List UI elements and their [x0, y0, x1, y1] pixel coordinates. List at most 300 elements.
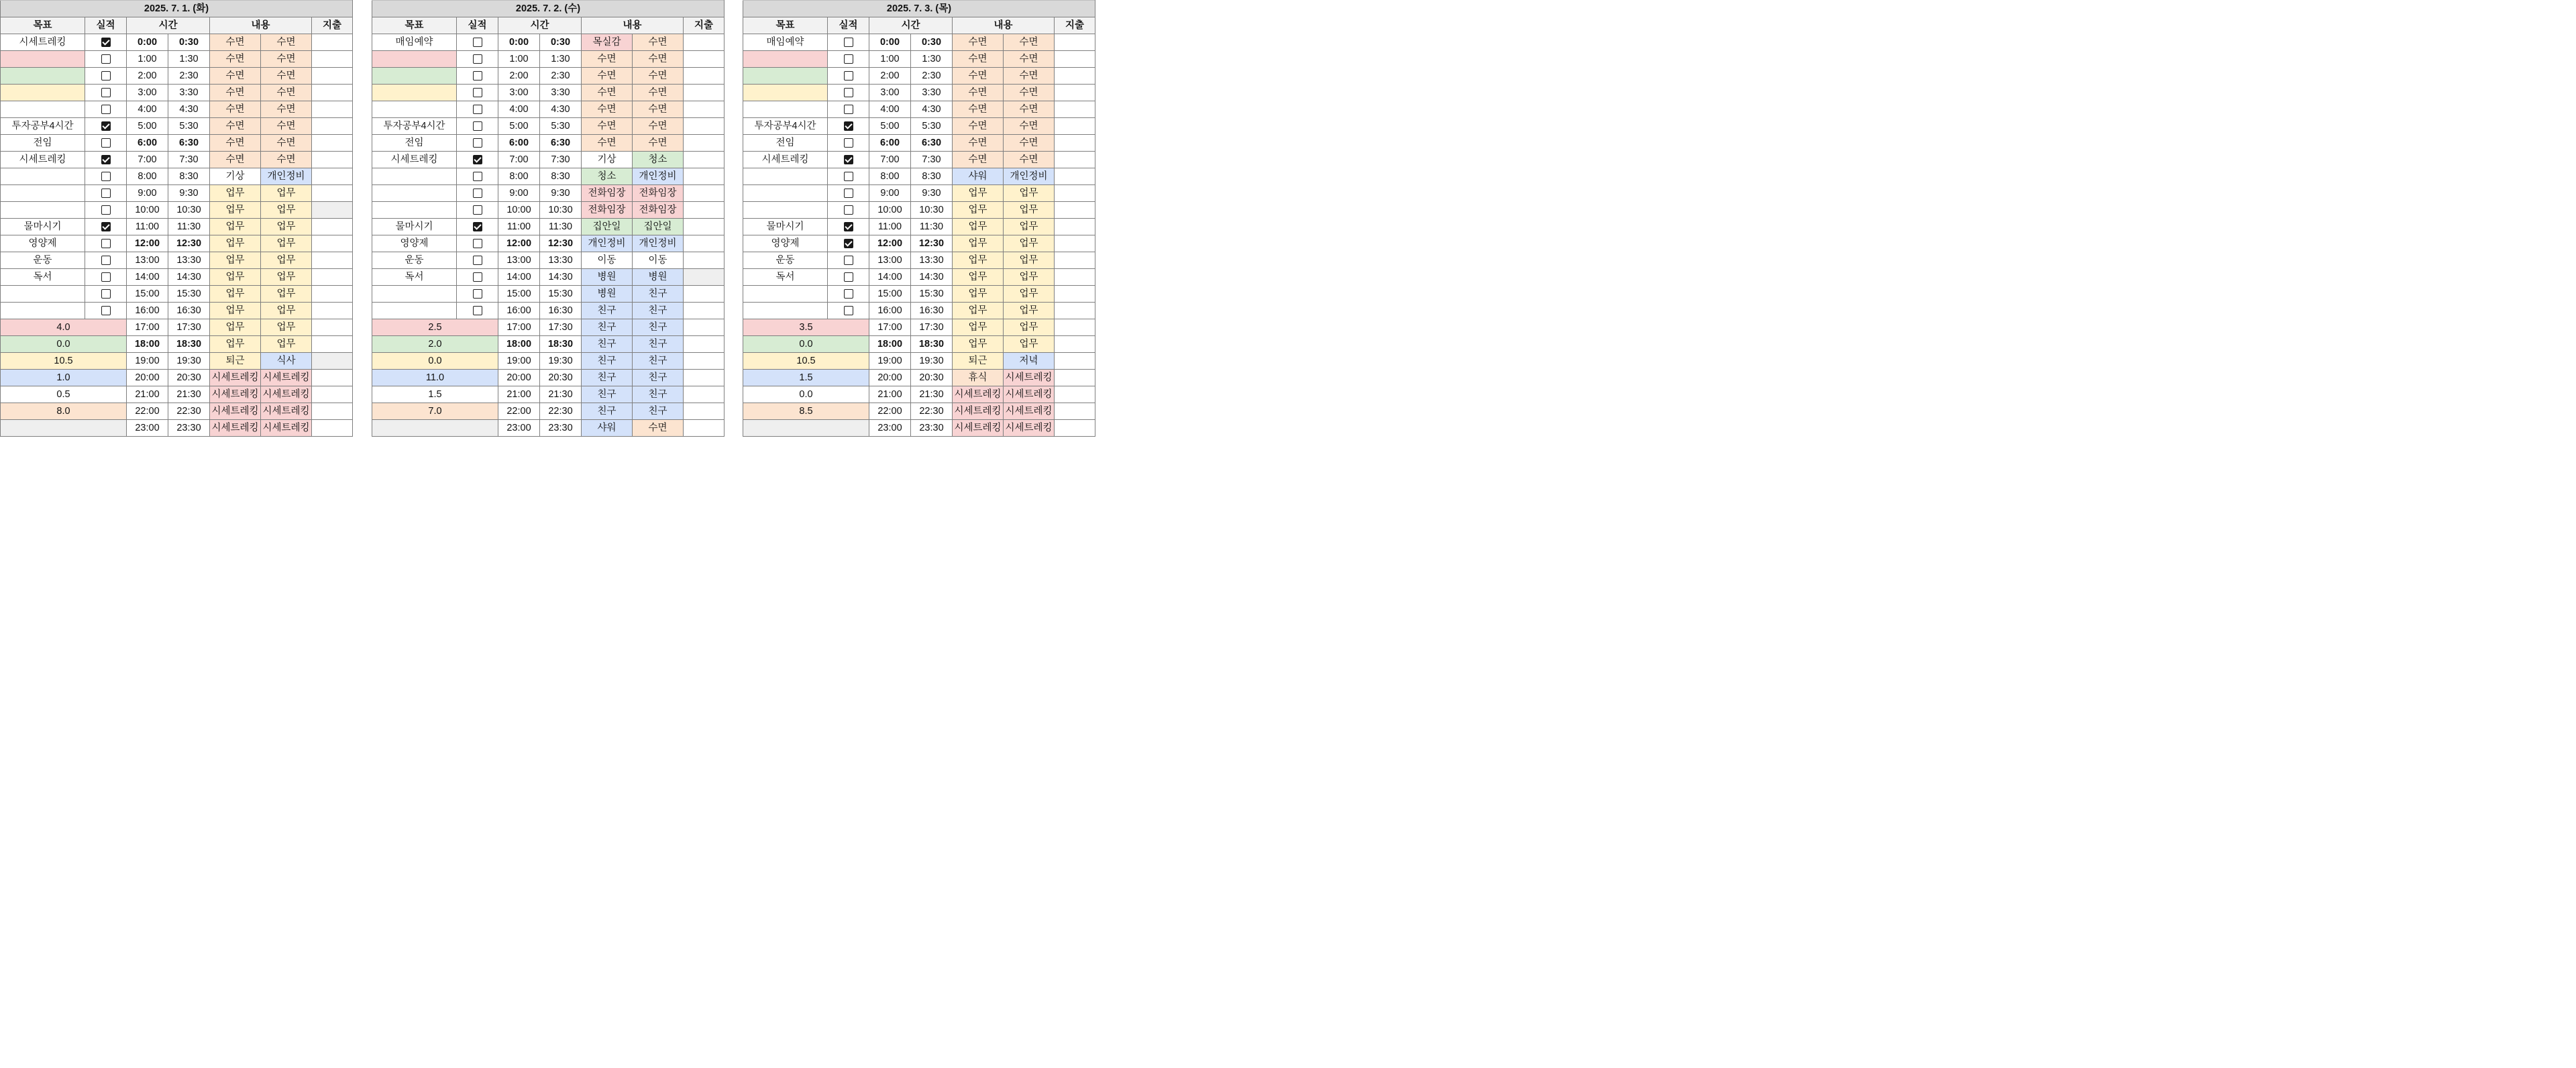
activity-cell[interactable]: 수면 [210, 85, 261, 101]
done-checkbox[interactable] [473, 105, 482, 114]
activity-cell[interactable]: 수면 [633, 135, 684, 152]
done-checkbox[interactable] [473, 138, 482, 148]
goal-cell[interactable] [372, 286, 457, 303]
activity-cell[interactable]: 업무 [1004, 185, 1055, 202]
activity-cell[interactable]: 친구 [633, 403, 684, 420]
expense-cell[interactable] [312, 185, 353, 202]
goal-cell[interactable]: 독서 [1, 269, 85, 286]
activity-cell[interactable]: 업무 [210, 219, 261, 235]
activity-cell[interactable]: 샤워 [582, 420, 633, 437]
activity-cell[interactable]: 업무 [1004, 219, 1055, 235]
expense-cell[interactable] [312, 101, 353, 118]
activity-cell[interactable]: 병원 [582, 286, 633, 303]
expense-cell[interactable] [312, 219, 353, 235]
expense-cell[interactable] [312, 386, 353, 403]
goal-cell[interactable]: 시세트레킹 [1, 34, 85, 51]
goal-cell[interactable] [372, 85, 457, 101]
goal-cell[interactable] [1, 68, 85, 85]
expense-cell[interactable] [684, 336, 724, 353]
expense-cell[interactable] [1055, 152, 1095, 168]
activity-cell[interactable]: 전화임장 [582, 202, 633, 219]
goal-cell[interactable] [743, 85, 828, 101]
activity-cell[interactable]: 업무 [1004, 286, 1055, 303]
activity-cell[interactable]: 시세트레킹 [261, 420, 312, 437]
expense-cell[interactable] [684, 286, 724, 303]
activity-cell[interactable]: 수면 [582, 85, 633, 101]
activity-cell[interactable]: 업무 [953, 185, 1004, 202]
done-checkbox[interactable] [101, 71, 111, 81]
activity-cell[interactable]: 이동 [582, 252, 633, 269]
expense-cell[interactable] [684, 420, 724, 437]
expense-cell[interactable] [684, 386, 724, 403]
goal-cell[interactable] [372, 202, 457, 219]
done-checkbox[interactable] [844, 256, 853, 265]
goal-cell[interactable] [743, 101, 828, 118]
expense-cell[interactable] [1055, 353, 1095, 370]
expense-cell[interactable] [1055, 118, 1095, 135]
activity-cell[interactable]: 수면 [1004, 85, 1055, 101]
activity-cell[interactable]: 수면 [210, 118, 261, 135]
activity-cell[interactable]: 수면 [1004, 68, 1055, 85]
done-checkbox[interactable] [473, 155, 482, 164]
activity-cell[interactable]: 업무 [953, 303, 1004, 319]
activity-cell[interactable]: 업무 [953, 202, 1004, 219]
activity-cell[interactable]: 수면 [633, 51, 684, 68]
goal-cell[interactable]: 운동 [743, 252, 828, 269]
activity-cell[interactable]: 식사 [261, 353, 312, 370]
activity-cell[interactable]: 수면 [261, 34, 312, 51]
activity-cell[interactable]: 업무 [953, 319, 1004, 336]
done-checkbox[interactable] [101, 155, 111, 164]
activity-cell[interactable]: 수면 [633, 118, 684, 135]
activity-cell[interactable]: 업무 [953, 252, 1004, 269]
activity-cell[interactable]: 수면 [210, 152, 261, 168]
activity-cell[interactable]: 수면 [210, 51, 261, 68]
expense-cell[interactable] [1055, 34, 1095, 51]
expense-cell[interactable] [1055, 370, 1095, 386]
activity-cell[interactable]: 시세트레킹 [261, 370, 312, 386]
goal-cell[interactable]: 매임예약 [372, 34, 457, 51]
goal-cell[interactable] [743, 168, 828, 185]
goal-cell[interactable]: 물마시기 [1, 219, 85, 235]
activity-cell[interactable]: 목실감 [582, 34, 633, 51]
activity-cell[interactable]: 친구 [582, 386, 633, 403]
activity-cell[interactable]: 샤워 [953, 168, 1004, 185]
expense-cell[interactable] [1055, 101, 1095, 118]
activity-cell[interactable]: 시세트레킹 [1004, 420, 1055, 437]
activity-cell[interactable]: 수면 [1004, 135, 1055, 152]
done-checkbox[interactable] [101, 205, 111, 215]
activity-cell[interactable]: 업무 [953, 286, 1004, 303]
expense-cell[interactable] [1055, 219, 1095, 235]
expense-cell[interactable] [684, 101, 724, 118]
goal-cell[interactable]: 투자공부4시간 [372, 118, 457, 135]
expense-cell[interactable] [1055, 185, 1095, 202]
activity-cell[interactable]: 친구 [582, 403, 633, 420]
activity-cell[interactable]: 수면 [953, 101, 1004, 118]
expense-cell[interactable] [1055, 235, 1095, 252]
activity-cell[interactable]: 수면 [1004, 34, 1055, 51]
done-checkbox[interactable] [844, 222, 853, 231]
expense-cell[interactable] [684, 235, 724, 252]
goal-cell[interactable]: 운동 [372, 252, 457, 269]
expense-cell[interactable] [312, 68, 353, 85]
expense-cell[interactable] [312, 252, 353, 269]
goal-cell[interactable] [1, 101, 85, 118]
done-checkbox[interactable] [101, 121, 111, 131]
goal-cell[interactable]: 운동 [1, 252, 85, 269]
activity-cell[interactable]: 수면 [261, 101, 312, 118]
activity-cell[interactable]: 수면 [953, 51, 1004, 68]
activity-cell[interactable]: 시세트레킹 [210, 370, 261, 386]
activity-cell[interactable]: 수면 [953, 85, 1004, 101]
activity-cell[interactable]: 업무 [210, 286, 261, 303]
expense-cell[interactable] [312, 202, 353, 219]
done-checkbox[interactable] [473, 222, 482, 231]
expense-cell[interactable] [684, 135, 724, 152]
done-checkbox[interactable] [844, 172, 853, 181]
activity-cell[interactable]: 시세트레킹 [953, 403, 1004, 420]
activity-cell[interactable]: 업무 [1004, 303, 1055, 319]
activity-cell[interactable]: 업무 [261, 286, 312, 303]
activity-cell[interactable]: 시세트레킹 [261, 403, 312, 420]
activity-cell[interactable]: 업무 [261, 252, 312, 269]
done-checkbox[interactable] [473, 306, 482, 315]
expense-cell[interactable] [684, 252, 724, 269]
activity-cell[interactable]: 업무 [261, 185, 312, 202]
goal-cell[interactable]: 물마시기 [743, 219, 828, 235]
activity-cell[interactable]: 기상 [582, 152, 633, 168]
activity-cell[interactable]: 병원 [582, 269, 633, 286]
activity-cell[interactable]: 업무 [1004, 319, 1055, 336]
activity-cell[interactable]: 수면 [261, 152, 312, 168]
done-checkbox[interactable] [473, 172, 482, 181]
goal-cell[interactable]: 투자공부4시간 [1, 118, 85, 135]
activity-cell[interactable]: 업무 [210, 303, 261, 319]
expense-cell[interactable] [1055, 336, 1095, 353]
goal-cell[interactable]: 전임 [1, 135, 85, 152]
expense-cell[interactable] [684, 85, 724, 101]
goal-cell[interactable]: 전임 [743, 135, 828, 152]
activity-cell[interactable]: 업무 [210, 185, 261, 202]
goal-cell[interactable]: 투자공부4시간 [743, 118, 828, 135]
expense-cell[interactable] [312, 370, 353, 386]
expense-cell[interactable] [1055, 319, 1095, 336]
goal-cell[interactable] [372, 51, 457, 68]
expense-cell[interactable] [684, 68, 724, 85]
activity-cell[interactable]: 퇴근 [953, 353, 1004, 370]
goal-cell[interactable] [372, 168, 457, 185]
expense-cell[interactable] [1055, 85, 1095, 101]
activity-cell[interactable]: 수면 [261, 51, 312, 68]
goal-cell[interactable]: 시세트레킹 [743, 152, 828, 168]
activity-cell[interactable]: 업무 [210, 252, 261, 269]
done-checkbox[interactable] [101, 289, 111, 299]
expense-cell[interactable] [1055, 420, 1095, 437]
activity-cell[interactable]: 친구 [582, 303, 633, 319]
expense-cell[interactable] [312, 51, 353, 68]
activity-cell[interactable]: 시세트레킹 [953, 420, 1004, 437]
activity-cell[interactable]: 개인정비 [582, 235, 633, 252]
goal-cell[interactable] [1, 51, 85, 68]
activity-cell[interactable]: 수면 [582, 135, 633, 152]
goal-cell[interactable] [372, 185, 457, 202]
activity-cell[interactable]: 전화임장 [633, 202, 684, 219]
expense-cell[interactable] [312, 403, 353, 420]
activity-cell[interactable]: 기상 [210, 168, 261, 185]
expense-cell[interactable] [684, 353, 724, 370]
expense-cell[interactable] [684, 219, 724, 235]
expense-cell[interactable] [312, 319, 353, 336]
activity-cell[interactable]: 업무 [1004, 336, 1055, 353]
expense-cell[interactable] [312, 420, 353, 437]
activity-cell[interactable]: 업무 [1004, 269, 1055, 286]
done-checkbox[interactable] [473, 71, 482, 81]
done-checkbox[interactable] [473, 189, 482, 198]
activity-cell[interactable]: 수면 [210, 68, 261, 85]
activity-cell[interactable]: 수면 [953, 135, 1004, 152]
activity-cell[interactable]: 시세트레킹 [210, 403, 261, 420]
done-checkbox[interactable] [473, 205, 482, 215]
goal-cell[interactable] [1, 303, 85, 319]
activity-cell[interactable]: 전화임장 [582, 185, 633, 202]
activity-cell[interactable]: 친구 [633, 286, 684, 303]
activity-cell[interactable]: 수면 [582, 118, 633, 135]
done-checkbox[interactable] [844, 54, 853, 64]
goal-cell[interactable] [1, 85, 85, 101]
activity-cell[interactable]: 수면 [633, 101, 684, 118]
activity-cell[interactable]: 수면 [210, 101, 261, 118]
activity-cell[interactable]: 업무 [210, 319, 261, 336]
done-checkbox[interactable] [473, 38, 482, 47]
expense-cell[interactable] [1055, 403, 1095, 420]
done-checkbox[interactable] [101, 256, 111, 265]
goal-cell[interactable] [743, 51, 828, 68]
expense-cell[interactable] [312, 118, 353, 135]
activity-cell[interactable]: 업무 [261, 303, 312, 319]
expense-cell[interactable] [684, 51, 724, 68]
expense-cell[interactable] [684, 185, 724, 202]
goal-cell[interactable] [743, 68, 828, 85]
activity-cell[interactable]: 친구 [633, 353, 684, 370]
expense-cell[interactable] [1055, 252, 1095, 269]
done-checkbox[interactable] [844, 155, 853, 164]
done-checkbox[interactable] [844, 239, 853, 248]
expense-cell[interactable] [1055, 135, 1095, 152]
activity-cell[interactable]: 업무 [210, 269, 261, 286]
activity-cell[interactable]: 업무 [1004, 235, 1055, 252]
activity-cell[interactable]: 수면 [582, 101, 633, 118]
activity-cell[interactable]: 수면 [953, 118, 1004, 135]
activity-cell[interactable]: 업무 [953, 336, 1004, 353]
activity-cell[interactable]: 수면 [953, 152, 1004, 168]
done-checkbox[interactable] [844, 205, 853, 215]
goal-cell[interactable]: 영양제 [743, 235, 828, 252]
done-checkbox[interactable] [101, 306, 111, 315]
goal-cell[interactable] [743, 202, 828, 219]
activity-cell[interactable]: 업무 [210, 336, 261, 353]
activity-cell[interactable]: 업무 [953, 219, 1004, 235]
activity-cell[interactable]: 업무 [261, 336, 312, 353]
activity-cell[interactable]: 이동 [633, 252, 684, 269]
activity-cell[interactable]: 시세트레킹 [261, 386, 312, 403]
done-checkbox[interactable] [844, 105, 853, 114]
goal-cell[interactable] [1, 286, 85, 303]
activity-cell[interactable]: 친구 [633, 303, 684, 319]
activity-cell[interactable]: 업무 [1004, 252, 1055, 269]
done-checkbox[interactable] [101, 138, 111, 148]
activity-cell[interactable]: 친구 [633, 336, 684, 353]
activity-cell[interactable]: 친구 [582, 353, 633, 370]
done-checkbox[interactable] [844, 88, 853, 97]
activity-cell[interactable]: 업무 [1004, 202, 1055, 219]
expense-cell[interactable] [1055, 68, 1095, 85]
expense-cell[interactable] [312, 235, 353, 252]
activity-cell[interactable]: 시세트레킹 [210, 386, 261, 403]
activity-cell[interactable]: 시세트레킹 [1004, 386, 1055, 403]
expense-cell[interactable] [684, 168, 724, 185]
activity-cell[interactable]: 수면 [261, 68, 312, 85]
done-checkbox[interactable] [473, 272, 482, 282]
activity-cell[interactable]: 전화임장 [633, 185, 684, 202]
done-checkbox[interactable] [473, 88, 482, 97]
expense-cell[interactable] [684, 370, 724, 386]
goal-cell[interactable]: 매임예약 [743, 34, 828, 51]
goal-cell[interactable] [743, 286, 828, 303]
expense-cell[interactable] [684, 34, 724, 51]
activity-cell[interactable]: 병원 [633, 269, 684, 286]
goal-cell[interactable]: 시세트레킹 [372, 152, 457, 168]
activity-cell[interactable]: 친구 [582, 319, 633, 336]
goal-cell[interactable] [372, 303, 457, 319]
done-checkbox[interactable] [844, 38, 853, 47]
activity-cell[interactable]: 청소 [582, 168, 633, 185]
expense-cell[interactable] [1055, 168, 1095, 185]
activity-cell[interactable]: 퇴근 [210, 353, 261, 370]
done-checkbox[interactable] [844, 306, 853, 315]
done-checkbox[interactable] [101, 54, 111, 64]
goal-cell[interactable] [1, 185, 85, 202]
activity-cell[interactable]: 청소 [633, 152, 684, 168]
expense-cell[interactable] [684, 269, 724, 286]
done-checkbox[interactable] [473, 54, 482, 64]
activity-cell[interactable]: 친구 [633, 386, 684, 403]
activity-cell[interactable]: 개인정비 [633, 168, 684, 185]
done-checkbox[interactable] [101, 222, 111, 231]
done-checkbox[interactable] [844, 71, 853, 81]
expense-cell[interactable] [312, 135, 353, 152]
goal-cell[interactable]: 물마시기 [372, 219, 457, 235]
expense-cell[interactable] [312, 152, 353, 168]
expense-cell[interactable] [312, 34, 353, 51]
done-checkbox[interactable] [473, 289, 482, 299]
activity-cell[interactable]: 친구 [633, 370, 684, 386]
expense-cell[interactable] [684, 403, 724, 420]
activity-cell[interactable]: 시세트레킹 [1004, 370, 1055, 386]
goal-cell[interactable]: 영양제 [372, 235, 457, 252]
activity-cell[interactable]: 수면 [1004, 118, 1055, 135]
activity-cell[interactable]: 업무 [261, 219, 312, 235]
activity-cell[interactable]: 업무 [261, 235, 312, 252]
expense-cell[interactable] [1055, 303, 1095, 319]
activity-cell[interactable]: 친구 [582, 336, 633, 353]
activity-cell[interactable]: 수면 [1004, 152, 1055, 168]
expense-cell[interactable] [1055, 51, 1095, 68]
activity-cell[interactable]: 집안일 [582, 219, 633, 235]
done-checkbox[interactable] [101, 172, 111, 181]
activity-cell[interactable]: 수면 [582, 68, 633, 85]
done-checkbox[interactable] [101, 105, 111, 114]
done-checkbox[interactable] [101, 38, 111, 47]
done-checkbox[interactable] [844, 189, 853, 198]
done-checkbox[interactable] [473, 239, 482, 248]
goal-cell[interactable] [743, 303, 828, 319]
done-checkbox[interactable] [101, 272, 111, 282]
goal-cell[interactable] [372, 101, 457, 118]
activity-cell[interactable]: 시세트레킹 [953, 386, 1004, 403]
activity-cell[interactable]: 업무 [261, 319, 312, 336]
expense-cell[interactable] [312, 336, 353, 353]
done-checkbox[interactable] [101, 189, 111, 198]
activity-cell[interactable]: 수면 [1004, 51, 1055, 68]
expense-cell[interactable] [1055, 386, 1095, 403]
done-checkbox[interactable] [101, 239, 111, 248]
done-checkbox[interactable] [473, 121, 482, 131]
expense-cell[interactable] [684, 202, 724, 219]
activity-cell[interactable]: 수면 [953, 34, 1004, 51]
expense-cell[interactable] [312, 353, 353, 370]
activity-cell[interactable]: 수면 [633, 34, 684, 51]
goal-cell[interactable]: 독서 [372, 269, 457, 286]
done-checkbox[interactable] [844, 272, 853, 282]
activity-cell[interactable]: 업무 [261, 269, 312, 286]
activity-cell[interactable]: 개인정비 [633, 235, 684, 252]
done-checkbox[interactable] [844, 121, 853, 131]
goal-cell[interactable] [1, 202, 85, 219]
activity-cell[interactable]: 수면 [582, 51, 633, 68]
activity-cell[interactable]: 업무 [210, 202, 261, 219]
activity-cell[interactable]: 수면 [261, 135, 312, 152]
activity-cell[interactable]: 수면 [633, 85, 684, 101]
activity-cell[interactable]: 업무 [261, 202, 312, 219]
goal-cell[interactable] [1, 168, 85, 185]
activity-cell[interactable]: 친구 [582, 370, 633, 386]
goal-cell[interactable]: 시세트레킹 [1, 152, 85, 168]
activity-cell[interactable]: 휴식 [953, 370, 1004, 386]
activity-cell[interactable]: 수면 [210, 34, 261, 51]
activity-cell[interactable]: 친구 [633, 319, 684, 336]
goal-cell[interactable]: 영양제 [1, 235, 85, 252]
activity-cell[interactable]: 수면 [633, 68, 684, 85]
expense-cell[interactable] [684, 118, 724, 135]
expense-cell[interactable] [684, 152, 724, 168]
expense-cell[interactable] [684, 303, 724, 319]
activity-cell[interactable]: 업무 [953, 269, 1004, 286]
activity-cell[interactable]: 수면 [261, 85, 312, 101]
activity-cell[interactable]: 시세트레킹 [1004, 403, 1055, 420]
activity-cell[interactable]: 수면 [261, 118, 312, 135]
done-checkbox[interactable] [101, 88, 111, 97]
activity-cell[interactable]: 집안일 [633, 219, 684, 235]
activity-cell[interactable]: 업무 [953, 235, 1004, 252]
expense-cell[interactable] [1055, 269, 1095, 286]
expense-cell[interactable] [312, 168, 353, 185]
activity-cell[interactable]: 시세트레킹 [210, 420, 261, 437]
activity-cell[interactable]: 수면 [210, 135, 261, 152]
activity-cell[interactable]: 저녁 [1004, 353, 1055, 370]
activity-cell[interactable]: 수면 [1004, 101, 1055, 118]
expense-cell[interactable] [684, 319, 724, 336]
